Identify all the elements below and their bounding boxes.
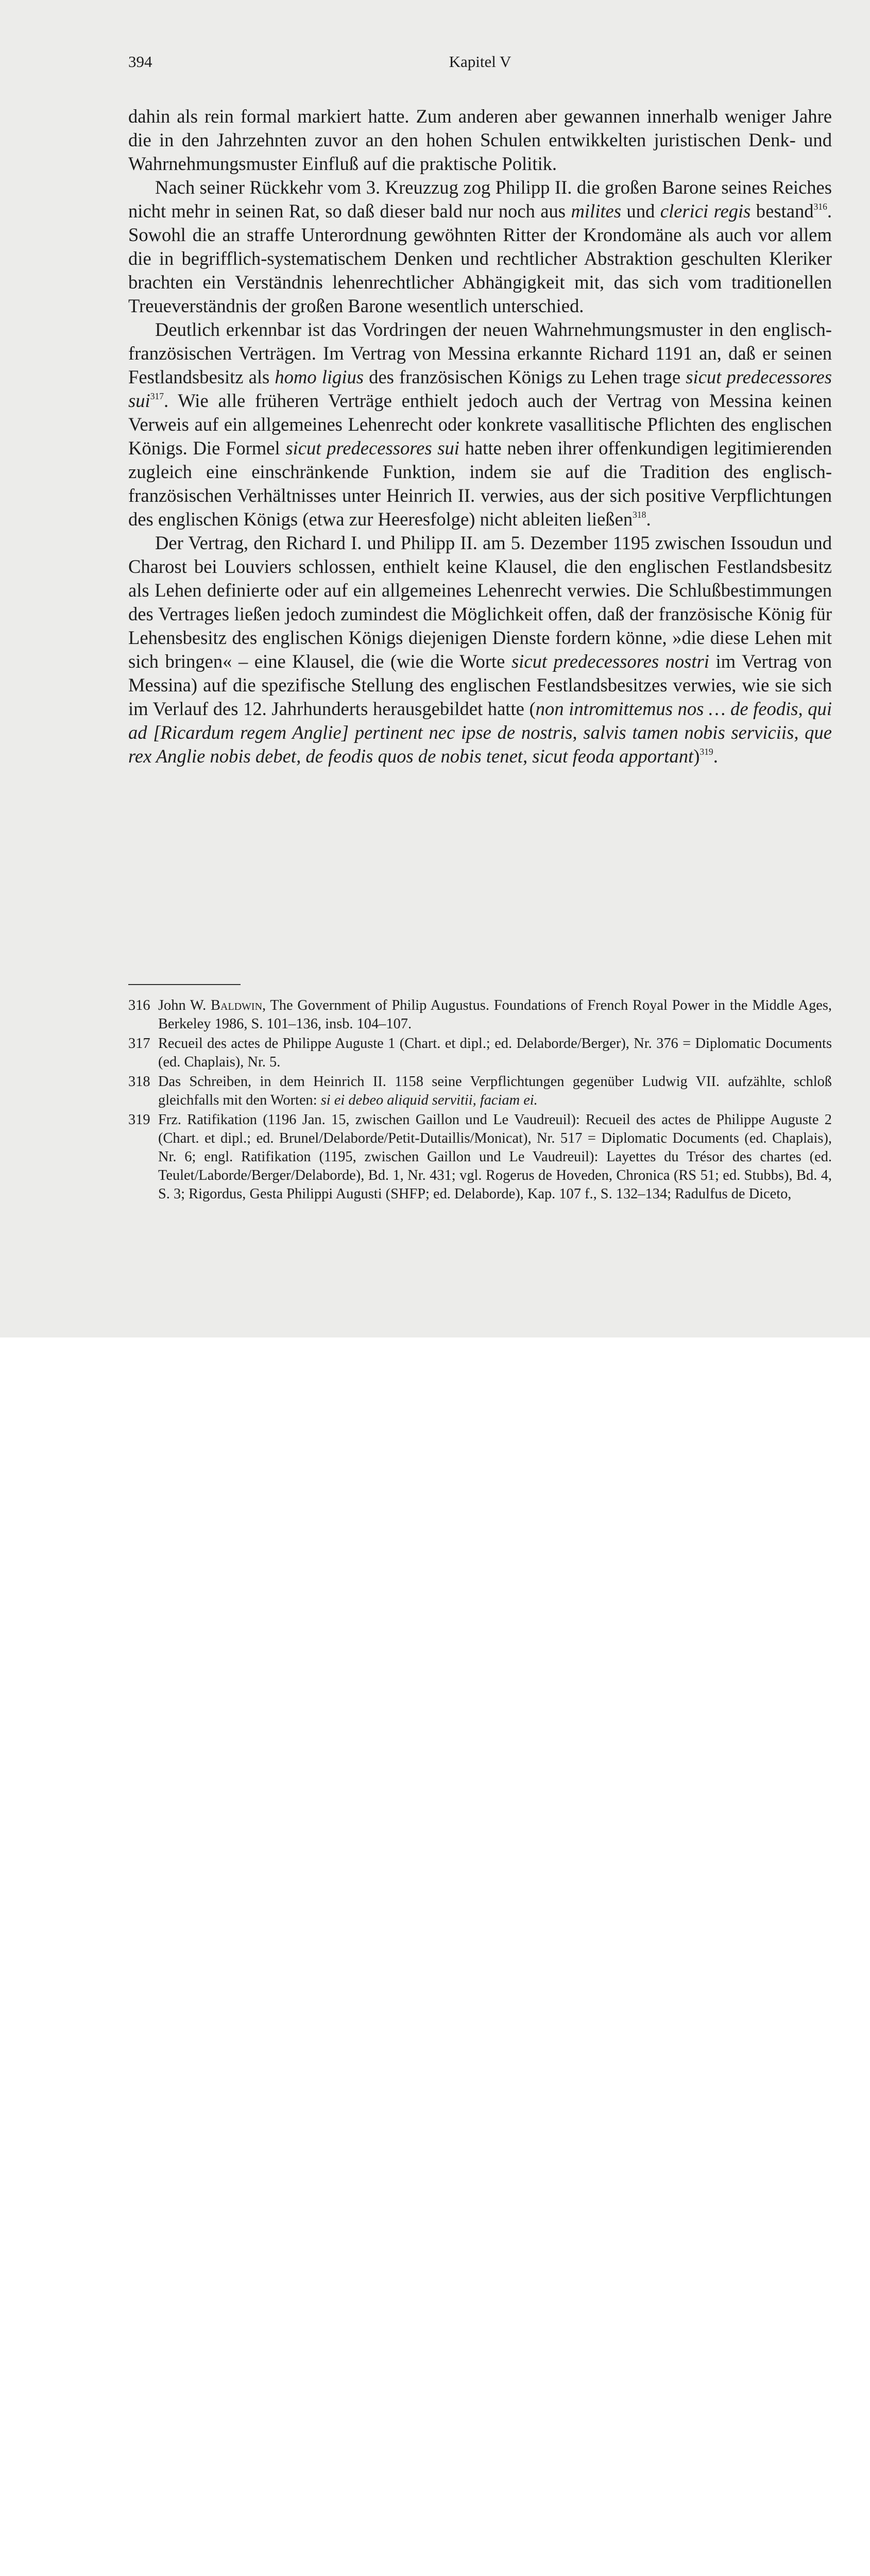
text-run: Der Vertrag, den Richard I. und Philipp II. am 5. Dezember 1195 zwischen Issoudun und Charost bei Louviers schlossen, enthielt keine Klausel, die den englischen Festlandsbesitz als Lehen definierte oder auf ein allgemeines Lehenrecht verwies. Die Schlußbestimmungen des Vertrages ließen jedoch zumindest die Möglichkeit offen, daß der französische König für Lehensbesitz des englischen Königs diejenigen Dienste fordern könne, »die diese Lehen mit sich bringen« – eine Klausel, die (wie die Worte [128,532,832,672]
italic-text: sicut predecessores nostri [511,651,709,672]
page-number: 394 [128,53,152,71]
footnote-ref[interactable]: 317 [150,391,164,402]
footnote-ref[interactable]: 316 [813,201,827,212]
paragraph [128,318,832,531]
text-run: Das Schreiben, in dem Heinrich II. 1158 seine Verpflichtungen gegenüber Ludwig VII. aufzählte, schloß gleichfalls mit den Worten: [158,1074,832,1108]
footnote-number: 317 [128,1036,150,1052]
footnote-number: 319 [128,1112,150,1128]
italic-text: non intromittemus nos … de feodis, qui ad [Ricardum regem Anglie] pertinent nec ipse de nostris, salvis tamen nobis serviciis, que rex Anglie nobis debet, de feodis quos de nobis tenet, sicut feoda apportant [128,698,832,767]
paragraph [128,531,832,768]
italic-text: sicut predecessores sui [285,437,459,459]
footnote [128,1073,832,1110]
footnote-ref[interactable]: 318 [633,510,646,520]
footnotes [128,996,832,1205]
text-run: dahin als rein formal markiert hatte. Zum anderen aber gewannen innerhalb weniger Jahre die in den Jahrzehnten zuvor an den hohen Schulen entwikkelten juristischen Denk- und Wahrnehmungsmuster Einfluß auf die praktische Politik. [128,106,832,174]
text-run: . Wie alle früheren Verträge enthielt jedoch auch der Vertrag von Messina keinen Verweis auf ein allgemeines Lehenrecht oder konkrete vasallitische Pflichten des englischen Königs. Die Formel [128,390,832,459]
text-run: Nach seiner Rückkehr vom 3. Kreuzzug zog Philipp II. die großen Barone seines Reiches nicht mehr in seinen Rat, so daß dieser bald nur noch aus [128,177,832,222]
text-run: bestand [750,200,814,222]
text-run: Deutlich erkennbar ist das Vordringen der neuen Wahrnehmungsmuster in den englisch-französischen Verträgen. Im Vertrag von Messina erkannte Richard 1191 an, daß er seinen Festlandsbesitz als [128,319,832,387]
italic-text: clerici regis [660,200,751,222]
author-name: Baldwin [211,997,263,1013]
footnote [128,1035,832,1072]
text-run: im Vertrag von Messina) auf die spezifische Stellung des englischen Festlandsbesitzes verwies, wie sie sich im Verlauf des 12. Jahrhunderts herausgebildet hatte ( [128,651,832,719]
italic-text: si ei debeo aliquid servitii, faciam ei. [320,1092,538,1108]
paragraph [128,105,832,176]
text-run: . [646,509,651,530]
text-run: ) [693,745,700,767]
viewer-footer [0,1337,870,1399]
chapter-title: Kapitel V [449,53,511,71]
text-run: John W. [158,997,211,1013]
text-run: . Sowohl die an straffe Unterordnung gewöhnten Ritter der Krondomäne als auch vor allem die in begrifflich-systematischem Denken und rechtlicher Abstraktion geschulten Kleriker brachten ein Verständnis lehenrechtlicher Abhängigkeit mit, das sich vom traditionellen Treueverständnis der großen Barone wesentlich unterschied. [128,200,832,316]
paragraph [128,176,832,318]
text-run: Frz. Ratifikation (1196 Jan. 15, zwischen Gaillon und Le Vaudreuil): Recueil des actes de Philippe Auguste 2 (Chart. et dipl.; ed. Brunel/Delaborde/Petit-Dutaillis/Monicat), Nr. 517 = Diplomatic Documents (ed. Chaplais), Nr. 6; engl. Ratifikation (1195, zwischen Gaillon und Le Vaudreuil): Layettes du Trésor des chartes (ed. Teulet/Laborde/Berger/Delaborde), Bd. 1, Nr. 431; vgl. Rogerus de Hoveden, Chronica (RS 51; ed. Stubbs), Bd. 4, S. 3; Rigordus, Gesta Philippi Augusti (SHFP; ed. Delaborde), Kap. 107 f., S. 132–134; Radulfus de Diceto, [158,1112,832,1202]
text-run: , The Government of Philip Augustus. Foundations of French Royal Power in the Middle Ages, Berkeley 1986, S. 101–136, insb. 104–107. [158,997,832,1032]
italic-text: sicut predecessores sui [128,366,832,411]
footnote [128,1111,832,1204]
body-text [128,105,832,768]
footnote-number: 316 [128,997,150,1013]
text-run: des französischen Königs zu Lehen trage [364,366,686,387]
footnote-separator [128,984,241,985]
footnote-ref[interactable]: 319 [700,747,713,757]
text-run: . [713,745,718,767]
footnote-number: 318 [128,1074,150,1090]
italic-text: homo ligius [275,366,364,387]
text-run: Recueil des actes de Philippe Auguste 1 (Chart. et dipl.; ed. Delaborde/Berger), Nr. 376 = Diplomatic Documents (ed. Chaplais), Nr. 5. [158,1036,832,1070]
text-run: hatte neben ihrer offenkundigen legitimierenden zugleich eine einschränkende Funktion, indem sie auf die Tradition des englisch-französischen Verhältnisses unter Heinrich II. verwies, aus der sich positive Verpflichtungen des englischen Königs (etwa zur Heeresfolge) nicht ableiten ließen [128,437,832,530]
italic-text: milites [571,200,621,222]
footnote [128,996,832,1033]
text-run: und [621,200,660,222]
